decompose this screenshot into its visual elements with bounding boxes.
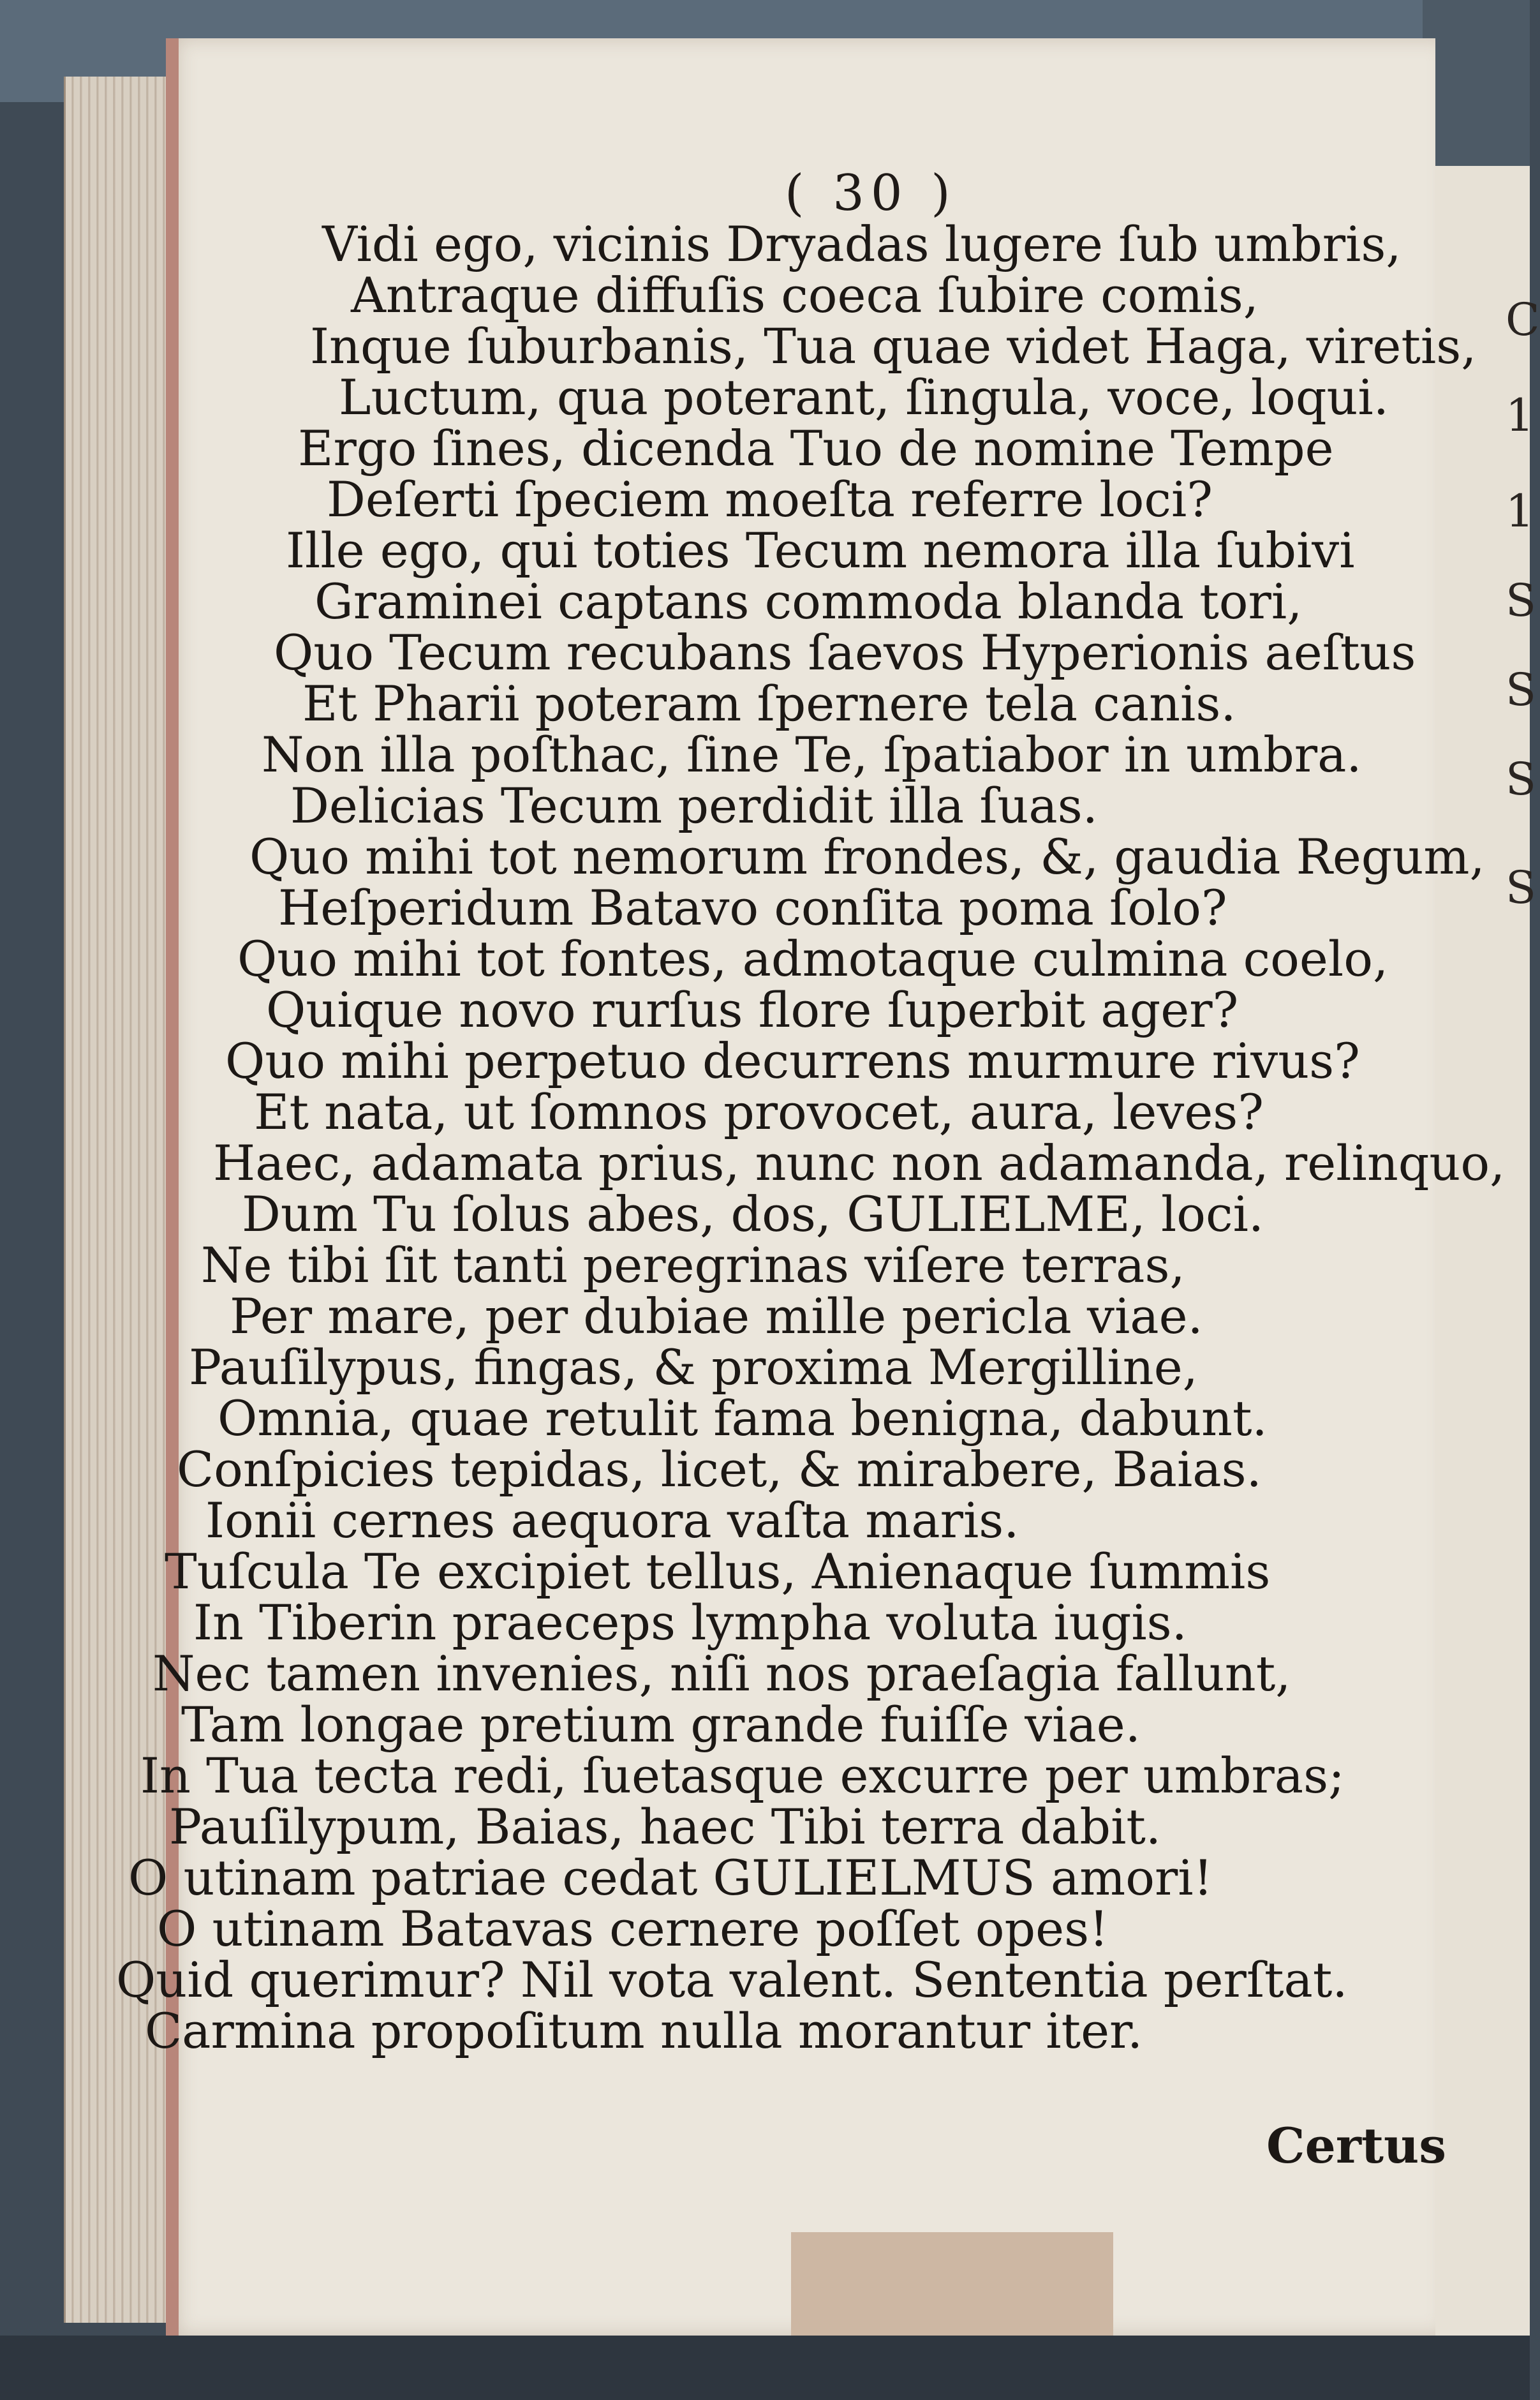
facing-page-fragment: S [1506, 664, 1536, 716]
poem-line: Antraque diffuſis coeca ſubire comis, [351, 267, 1259, 324]
facing-page-fragment: S [1506, 861, 1536, 914]
poem-line: Quo Tecum recubans ſaevos Hyperionis aeſtus [274, 624, 1416, 681]
facing-page-fragment: S [1506, 753, 1536, 805]
poem-line: Quo mihi perpetuo decurrens murmure rivus? [225, 1032, 1360, 1089]
poem-line: Quique novo rurſus flore ſuperbit ager? [266, 981, 1239, 1038]
poem-line: Dum Tu ſolus abes, dos, GULIELME, loci. [242, 1186, 1264, 1242]
poem-line: Heſperidum Batavo conſita poma ſolo? [278, 879, 1227, 936]
poem-line: Ionii cernes aequora vaſta maris. [205, 1492, 1019, 1549]
poem-line: In Tua tecta redi, ſuetasque excurre per umbras; [140, 1747, 1345, 1804]
desk-surface [0, 2336, 1530, 2400]
poem-line: Quid querimur? Nil vota valent. Sententia perſtat. [116, 1951, 1348, 2008]
poem-line: In Tiberin praeceps lympha voluta iugis. [193, 1594, 1187, 1651]
page-number-header: ( 30 ) [785, 165, 957, 222]
poem-line: Ergo ſines, dicenda Tuo de nomine Tempe [298, 420, 1334, 477]
poem-line: Conſpicies tepidas, licet, & mirabere, Baias. [177, 1441, 1262, 1498]
poem-line: Et Pharii poteram ſpernere tela canis. [302, 675, 1236, 732]
poem-line: Per mare, per dubiae mille pericla viae. [230, 1288, 1203, 1345]
poem-line: Quo mihi tot fontes, admotaque culmina coelo, [237, 930, 1389, 987]
poem-line: O utinam patriae cedat GULIELMUS amori! [128, 1849, 1213, 1906]
poem-line: Inque ſuburbanis, Tua quae videt Haga, viretis, [310, 318, 1477, 375]
poem-line: Luctum, qua poterant, ſingula, voce, loqui. [339, 369, 1389, 426]
catchword: Certus [1266, 2117, 1447, 2174]
facing-page-fragment: 1 [1506, 389, 1534, 442]
poem-line: Haec, adamata prius, nunc non adamanda, relinquo, [213, 1135, 1506, 1191]
poem-line: Pauſilypum, Baias, haec Tibi terra dabit. [169, 1798, 1162, 1855]
poem-line: Et nata, ut ſomnos provocet, aura, leves? [254, 1084, 1264, 1140]
facing-page-fragment: C [1506, 294, 1540, 346]
poem-line: Ne tibi ſit tanti peregrinas viſere terras, [201, 1237, 1185, 1293]
poem-line: Tam longae pretium grande fuiſſe viae. [181, 1696, 1141, 1753]
poem-line: Vidi ego, vicinis Dryadas lugere ſub umbris, [322, 216, 1402, 272]
poem-line: Nec tamen invenies, niſi nos praeſagia fallunt, [152, 1645, 1291, 1702]
facing-page-fragment: S [1506, 574, 1536, 627]
poem-line: Ille ego, qui toties Tecum nemora illa ſubivi [286, 522, 1355, 579]
poem-line: Delicias Tecum perdidit illa ſuas. [290, 777, 1098, 834]
poem-line: Omnia, quae retulit fama benigna, dabunt. [218, 1390, 1268, 1447]
poem-line: Non illa poſthac, ſine Te, ſpatiabor in umbra. [262, 726, 1362, 783]
poem-line: Tuſcula Te excipiet tellus, Anienaque ſummis [165, 1543, 1271, 1600]
poem-line: Quo mihi tot nemorum frondes, &, gaudia Regum, [249, 828, 1485, 885]
poem-line: Graminei captans commoda blanda tori, [315, 573, 1303, 630]
poem-line: O utinam Batavas cernere poſſet opes! [157, 1900, 1109, 1957]
poem-line: Pauſilypus, fingas, & proxima Mergilline, [189, 1339, 1198, 1396]
facing-page-fragment: 1 [1506, 485, 1534, 537]
poem-line: Deſerti ſpeciem moeſta referre loci? [327, 471, 1213, 528]
poem-line: Carmina propoſitum nulla morantur iter. [145, 2002, 1143, 2059]
